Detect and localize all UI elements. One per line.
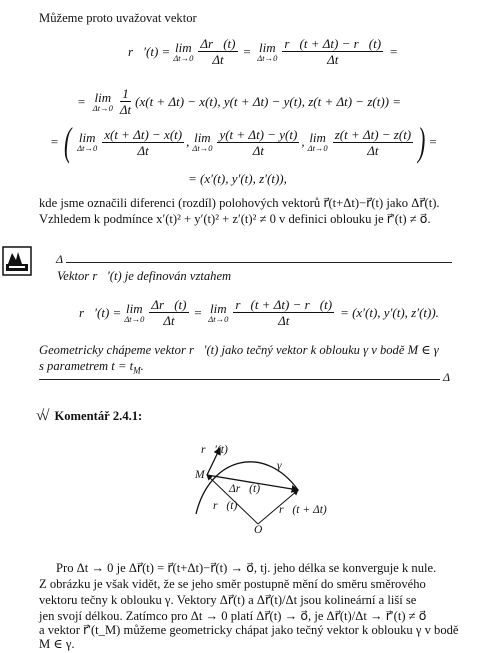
eq1-frac2-den: Δt <box>327 52 339 67</box>
eq3-f2-num: y(t + Δt) − y(t) <box>219 126 298 142</box>
def-formula-lhs: r⃗′(t) = <box>79 304 122 320</box>
eq1-lim-sub: Δt→0 <box>173 52 194 63</box>
def-frac1-den: Δt <box>163 313 175 328</box>
def-formula-rest: = (x′(t), y′(t), z′(t)). <box>340 304 439 320</box>
definition-top-rule <box>66 262 452 263</box>
def-line3-end: . <box>140 359 144 373</box>
left-paren: ( <box>63 119 72 164</box>
equation-limits-of-components: = ( lim Δt→0 $\frac{x(t + \Delta t) - x(t)}{\Delta t}$ , lim Δt→0 $\frac{y(t + \Delta t) - y(t)}{\Delta t}$ , lim Δt→0 $\frac{z(t + \Delta t) - z(t)}{\Delta t}$ ) = <box>50 119 438 164</box>
eq1-lim-sub-2: Δt→0 <box>257 52 278 63</box>
definition-formula <box>79 297 439 328</box>
eq3-lim-3: lim <box>309 130 326 145</box>
right-paren: ) <box>418 119 426 164</box>
label-r-dt: r⃗(t + Δt) <box>279 504 327 516</box>
definition-bottom-rule <box>39 379 440 380</box>
def-lim-sub-2: Δt→0 <box>208 313 229 324</box>
definition-line-2: Geometricky chápeme vektor r⃗′(t) jako tečný vektor k oblouku γ v bodě M ∈ γ <box>39 343 439 357</box>
definition-book-icon <box>2 246 32 276</box>
eq2-lim: lim <box>94 89 112 105</box>
label-gamma: γ <box>277 460 282 472</box>
eq3-lim-sub-2: Δt→0 <box>192 143 213 153</box>
definition-line-1: Vektor r⃗′(t) je definován vztahem <box>57 269 232 283</box>
eq1-lhs: r⃗′(t) = <box>128 43 171 59</box>
eq1-lim-2: lim <box>259 39 276 55</box>
comment-line-5: a vektor r⃗′(t_M) můžeme geometricky chápat jako tečný vektor k oblouku γ v bodě <box>39 623 459 637</box>
def-line3-text: s parametrem t = t <box>39 359 134 373</box>
def-lim-sub-1: Δt→0 <box>124 313 145 324</box>
paragraph-difference-line-2: Vzhledem k podmínce x′(t)² + y′(t)² + z′(t)² ≠ 0 v definici oblouku je r⃗′(t) ≠ o⃗. <box>39 212 431 226</box>
equation-result: = (x′(t), y′(t), z′(t)), <box>188 171 287 186</box>
intro-text: Můžeme proto uvažovat vektor <box>39 11 197 25</box>
eq3-f1-den: Δt <box>137 142 149 158</box>
comment-title: Komentář 2.4.1: <box>54 409 143 423</box>
definition-delta-end: Δ <box>443 370 451 384</box>
definition-delta-start: Δ <box>56 252 64 266</box>
label-delta-r: Δr⃗(t) <box>229 483 261 495</box>
equation-derivative-definition <box>128 36 398 67</box>
label-r-prime: r⃗′(t) <box>201 444 228 456</box>
eq1-tail: = <box>389 43 398 59</box>
label-r: r⃗(t) <box>213 500 238 512</box>
eq1-lim: lim <box>175 39 192 55</box>
eq1-eq-sign: = <box>242 43 252 59</box>
eq1-frac2-num: r⃗(t + Δt) − r⃗(t) <box>284 36 382 51</box>
def-lim-2: lim <box>210 300 227 316</box>
eq1-frac1-num: Δr⃗(t) <box>200 36 236 51</box>
eq3-f1-num: x(t + Δt) − x(t) <box>104 126 183 142</box>
eq3-tail: = <box>428 134 438 149</box>
comment-line-4: jen svojí délkou. Zatímco pro Δt → 0 platí Δr⃗(t) → o⃗, je Δr⃗(t)/Δt → r⃗′(t) ≠ o⃗ <box>39 609 427 623</box>
comment-line-2: Z obrázku je však vidět, že se jeho směr postupně mění do směru směrového <box>39 577 426 591</box>
eq2-rest: (x(t + Δt) − x(t), y(t + Δt) − y(t), z(t + Δt) − z(t)) = <box>135 93 401 109</box>
comment-heading <box>36 408 142 425</box>
paragraph-difference-line-1: kde jsme označili diferenci (rozdíl) polohových vektorů r⃗(t+Δt)−r⃗(t) jako Δr⃗(t). <box>39 196 440 210</box>
def-lim-1: lim <box>126 300 143 316</box>
label-O: O <box>254 524 263 536</box>
def-frac2-num: r⃗(t + Δt) − r⃗(t) <box>235 297 333 312</box>
checkmarks-icon: √√ <box>36 408 47 424</box>
eq1-frac1-den: Δt <box>212 52 224 67</box>
eq3-lim-sub-1: Δt→0 <box>77 143 98 153</box>
def-line3-sub: M <box>133 365 141 376</box>
eq3-f3-num: z(t + Δt) − z(t) <box>334 126 412 142</box>
label-M: M <box>195 469 205 481</box>
equation-components <box>77 86 401 117</box>
eq2-lim-sub: Δt→0 <box>92 102 113 113</box>
def-frac1-num: Δr⃗(t) <box>151 297 187 312</box>
def-frac2-den: Δt <box>278 313 290 328</box>
def-eq-sign: = <box>193 304 203 320</box>
eq3-lim-sub-3: Δt→0 <box>307 143 328 153</box>
definition-line-3 <box>39 358 144 380</box>
comment-line-1: Pro Δt → 0 je Δr⃗(t) = r⃗(t+Δt)−r⃗(t) → o⃗, tj. jeho délka se konverguje k nule. <box>56 561 437 575</box>
eq3-f3-den: Δt <box>367 142 379 158</box>
comment-line-6: M ∈ γ. <box>39 637 75 651</box>
comment-line-3: vektoru tečny k oblouku γ. Vektory Δr⃗(t) a Δr⃗(t)/Δt jsou kolineární a liší se <box>39 593 417 607</box>
eq3-f2-den: Δt <box>252 142 265 158</box>
eq3-lim-2: lim <box>194 130 211 145</box>
eq2-lead: = <box>77 93 86 109</box>
eq2-frac-den: Δt <box>119 102 132 117</box>
eq2-frac-num: 1 <box>122 86 129 101</box>
eq3-lim-1: lim <box>78 130 96 145</box>
eq3-lead: = <box>50 134 59 149</box>
